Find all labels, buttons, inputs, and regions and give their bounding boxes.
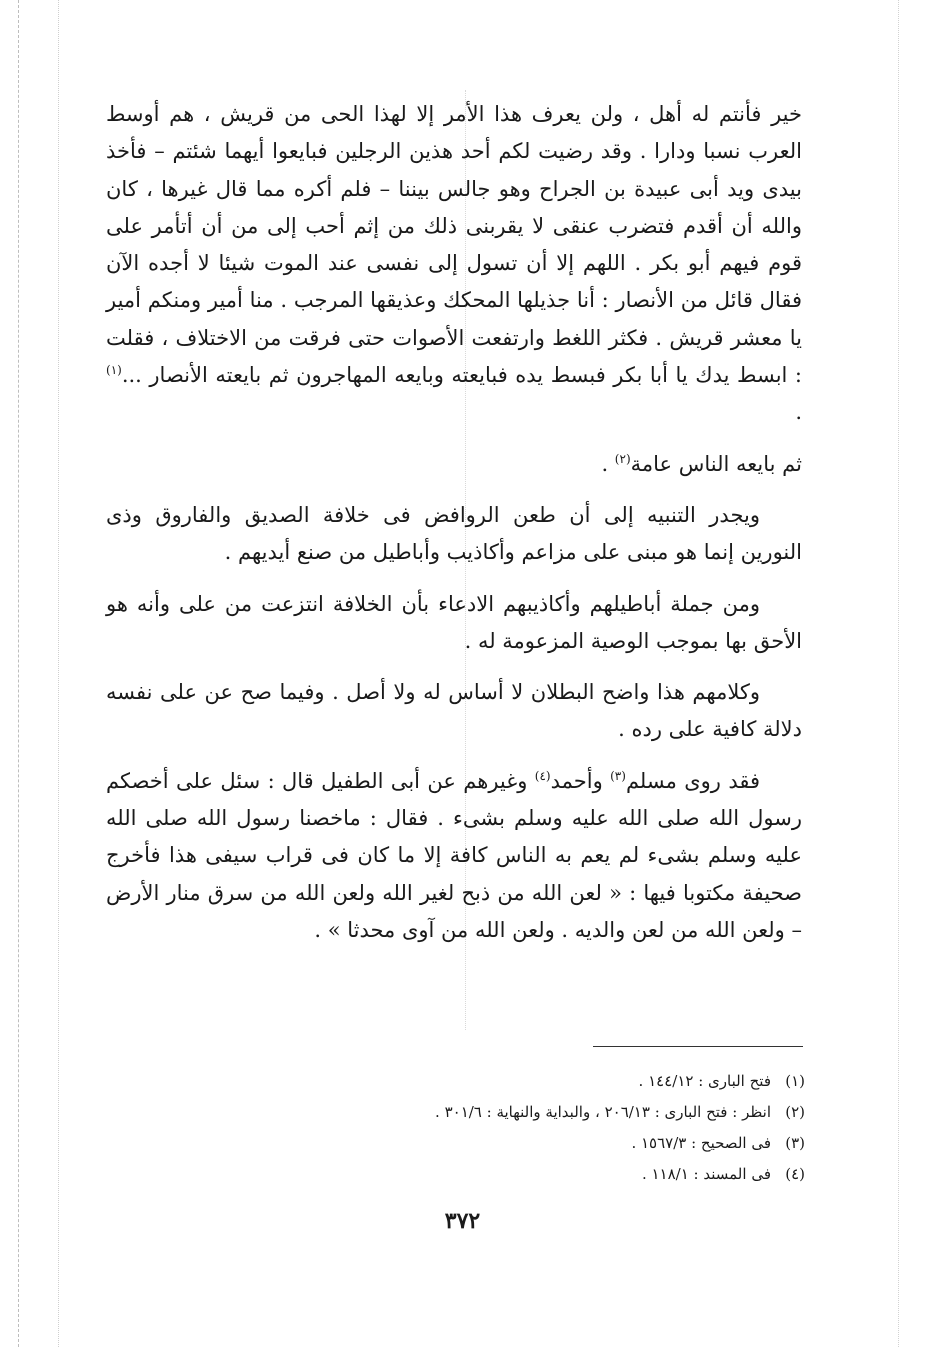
footnote-number: (٣) bbox=[785, 1134, 805, 1152]
page-number: ٣٧٢ bbox=[444, 1208, 481, 1234]
paragraph-4: ومن جملة أباطيلهم وأكاذيبهم الادعاء بأن الخلافة انتزعت من على وأنه هو الأحق بها بموجب الوصية المزعومة له . bbox=[106, 591, 802, 653]
paragraph-1 bbox=[106, 96, 802, 432]
scan-border-inner bbox=[58, 0, 59, 1347]
scan-border-left bbox=[18, 0, 19, 1347]
paragraph-2 bbox=[106, 446, 802, 483]
footnote-number: (٤) bbox=[785, 1165, 805, 1183]
paragraph-1-end: . bbox=[795, 400, 802, 425]
footnote-3 bbox=[300, 1128, 805, 1159]
footnote-text: انظر : فتح البارى : ٢٠٦/١٣ ، والبداية والنهاية : ٣٠١/٦ . bbox=[435, 1103, 771, 1121]
footnote-2 bbox=[300, 1097, 805, 1128]
paragraph-6 bbox=[106, 763, 802, 949]
scan-border-right bbox=[898, 0, 899, 1347]
main-text bbox=[106, 96, 802, 949]
footnote-text: فى المسند : ١١٨/١ . bbox=[641, 1165, 771, 1183]
footnote-ref-4: (٤) bbox=[534, 768, 551, 783]
footnote-number: (١) bbox=[785, 1072, 805, 1090]
paragraph-6-text-a: فقد روى مسلم bbox=[625, 768, 761, 793]
footnote-divider bbox=[593, 1046, 803, 1047]
footnote-ref-3: (٣) bbox=[610, 768, 626, 783]
paragraph-6-text-c: وغيرهم عن أبى الطفيل قال : سئل على أخصكم رسول الله صلى الله عليه وسلم بشىء . فقال : ماخصنا رسول الله صلى الله عليه وسلم بشىء لم يعم به الناس كافة إلا ما كان فى قراب سيفى هذا فأخرج صحيفة مكتوبا فيها : « لعن الله من ذبح لغير الله ولعن الله من سرق منار الأرض – ولعن الله من لعن والديه . ولعن الله من آوى محدثا » . bbox=[106, 768, 802, 942]
paragraph-6-text-b: وأحمد bbox=[550, 768, 611, 793]
footnote-4 bbox=[300, 1159, 805, 1190]
paragraph-2-end: . bbox=[601, 451, 615, 476]
footnotes bbox=[300, 1066, 805, 1190]
footnote-text: فى الصحيح : ١٥٦٧/٣ . bbox=[631, 1134, 771, 1152]
footnote-ref-1: (١) bbox=[106, 363, 122, 378]
footnote-1 bbox=[300, 1066, 805, 1097]
footnote-number: (٢) bbox=[785, 1103, 805, 1121]
footnote-ref-2: (٢) bbox=[614, 451, 631, 466]
paragraph-2-text: ثم بايعه الناس عامة bbox=[630, 451, 802, 476]
footnote-text: فتح البارى : ١٤٤/١٢ . bbox=[638, 1072, 771, 1090]
paragraph-5: وكلامهم هذا واضح البطلان لا أساس له ولا أصل . وفيما صح عن على نفسه دلالة كافية على رده . bbox=[106, 680, 802, 742]
paragraph-3: ويجدر التنبيه إلى أن طعن الروافض فى خلافة الصديق والفاروق وذى النورين إنما هو مبنى على مزاعم وأكاذيب وأباطيل من صنع أيديهم . bbox=[106, 502, 802, 565]
paragraph-1-text: خير فأنتم له أهل ، ولن يعرف هذا الأمر إلا لهذا الحى من قريش ، هم أوسط العرب نسبا ودارا . وقد رضيت لكم أحد هذين الرجلين فبايعوا أيهما شئتم – فأخذ بيدى ويد أبى عبيدة بن الجراح وهو جالس بيننا – فلم أكره مما قال غيرها ، كان والله أن أقدم فتضرب عنقى لا يقربنى ذلك من إثم أحب إلى من أن أتأمر على قوم فيهم أبو بكر . اللهم إلا أن تسول إلى نفسى عند الموت شيئا لا أجده الآن فقال قائل من الأنصار : أنا جذيلها المحكك وعذيقها المرجب . منا أمير ومنكم أمير يا معشر قريش . فكثر اللغط وارتفعت الأصوات حتى فرقت من الاختلاف ، فقلت : ابسط يدك يا أبا بكر فبسط يده فبايعته وبايعه المهاجرون ثم بايعته الأنصار ... bbox=[106, 102, 802, 388]
